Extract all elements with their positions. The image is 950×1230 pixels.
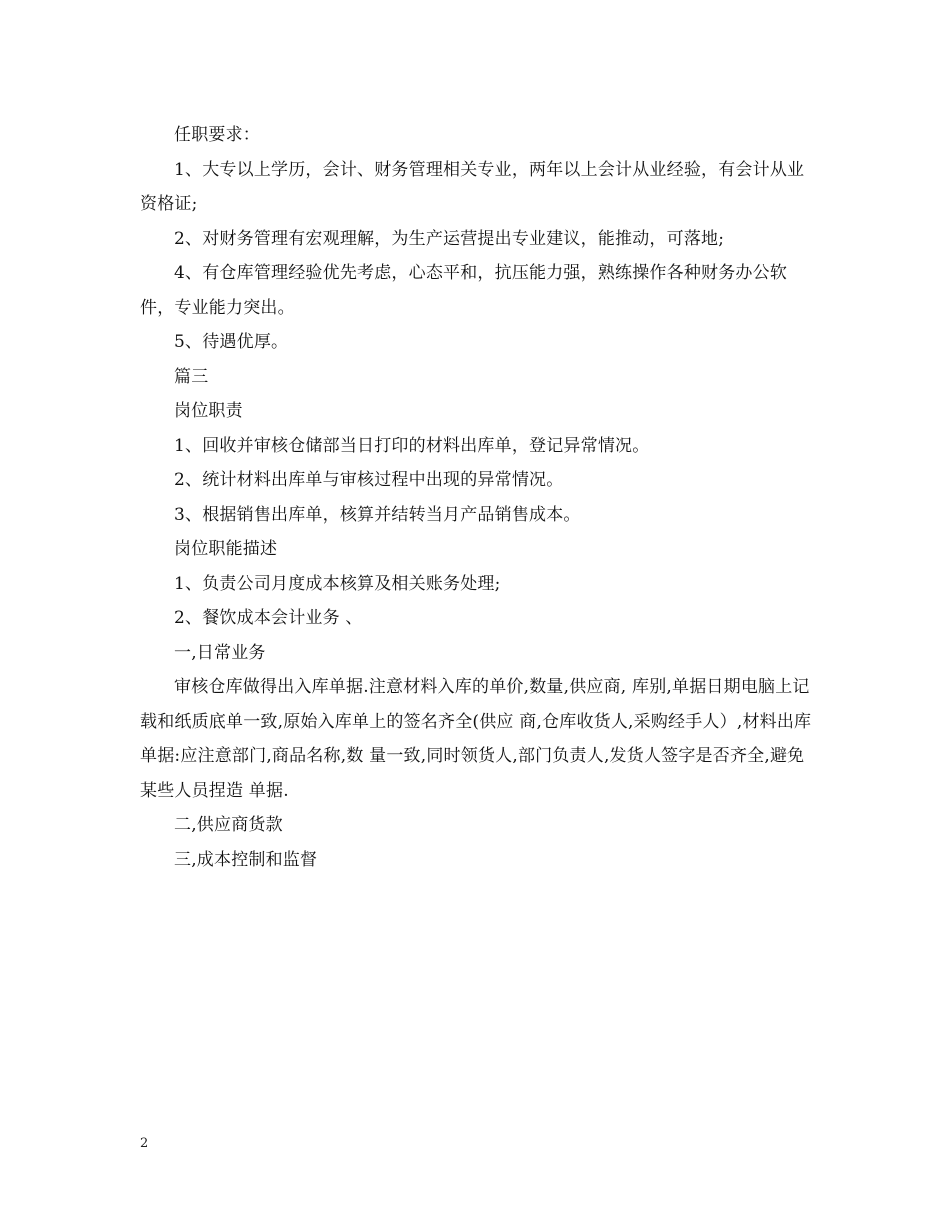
paragraph-function-2: 2、餐饮成本会计业务 、 (174, 608, 363, 628)
paragraph-requirement-4: 4、有仓库管理经验优先考虑，心态平和，抗压能力强，熟练操作各种财务办公软件，专业能力突出。 (140, 263, 788, 318)
paragraph-duty-1: 1、回收并审核仓储部当日打印的材料出库单，登记异常情况。 (174, 435, 650, 456)
section-heading-cost-control: 三,成本控制和监督 (174, 849, 318, 870)
page-number: 2 (140, 1136, 149, 1151)
paragraph-requirement-1: 1、大专以上学历，会计、财务管理相关专业，两年以上会计从业经验，有会计从业资格证; (140, 159, 805, 214)
paragraph-duty-2: 2、统计材料出库单与审核过程中出现的异常情况。 (174, 470, 564, 490)
paragraph-requirement-5: 5、待遇优厚。 (174, 332, 289, 352)
document-body (140, 118, 812, 877)
section-heading-part-three: 篇三 (174, 366, 209, 387)
paragraph-duty-3: 3、根据销售出库单，核算并结转当月产品销售成本。 (174, 504, 581, 525)
section-heading-duties: 岗位职责 (174, 401, 243, 421)
paragraph-requirement-2: 2、对财务管理有宏观理解，为生产运营提出专业建议，能推动，可落地; (174, 228, 725, 249)
paragraph-requirements-heading: 任职要求： (174, 125, 260, 145)
paragraph-daily-business-detail: 审核仓库做得出入库单据.注意材料入库的单价,数量,供应商, 库别,单据日期电脑上记载和纸质底单一致,原始入库单上的签名齐全(供应 商,仓库收货人,采购经手人）,材料出库单据:应注意部门,商品名称,数 量一致,同时领货人,部门负责人,发货人签字是否齐全,避免某些人员捏造 单据. (140, 677, 812, 801)
section-heading-supplier-payment: 二,供应商货款 (174, 815, 283, 835)
section-heading-daily-business: 一,日常业务 (174, 642, 266, 663)
paragraph-function-1: 1、负责公司月度成本核算及相关账务处理; (174, 573, 501, 594)
section-heading-function-description: 岗位职能描述 (174, 539, 278, 559)
